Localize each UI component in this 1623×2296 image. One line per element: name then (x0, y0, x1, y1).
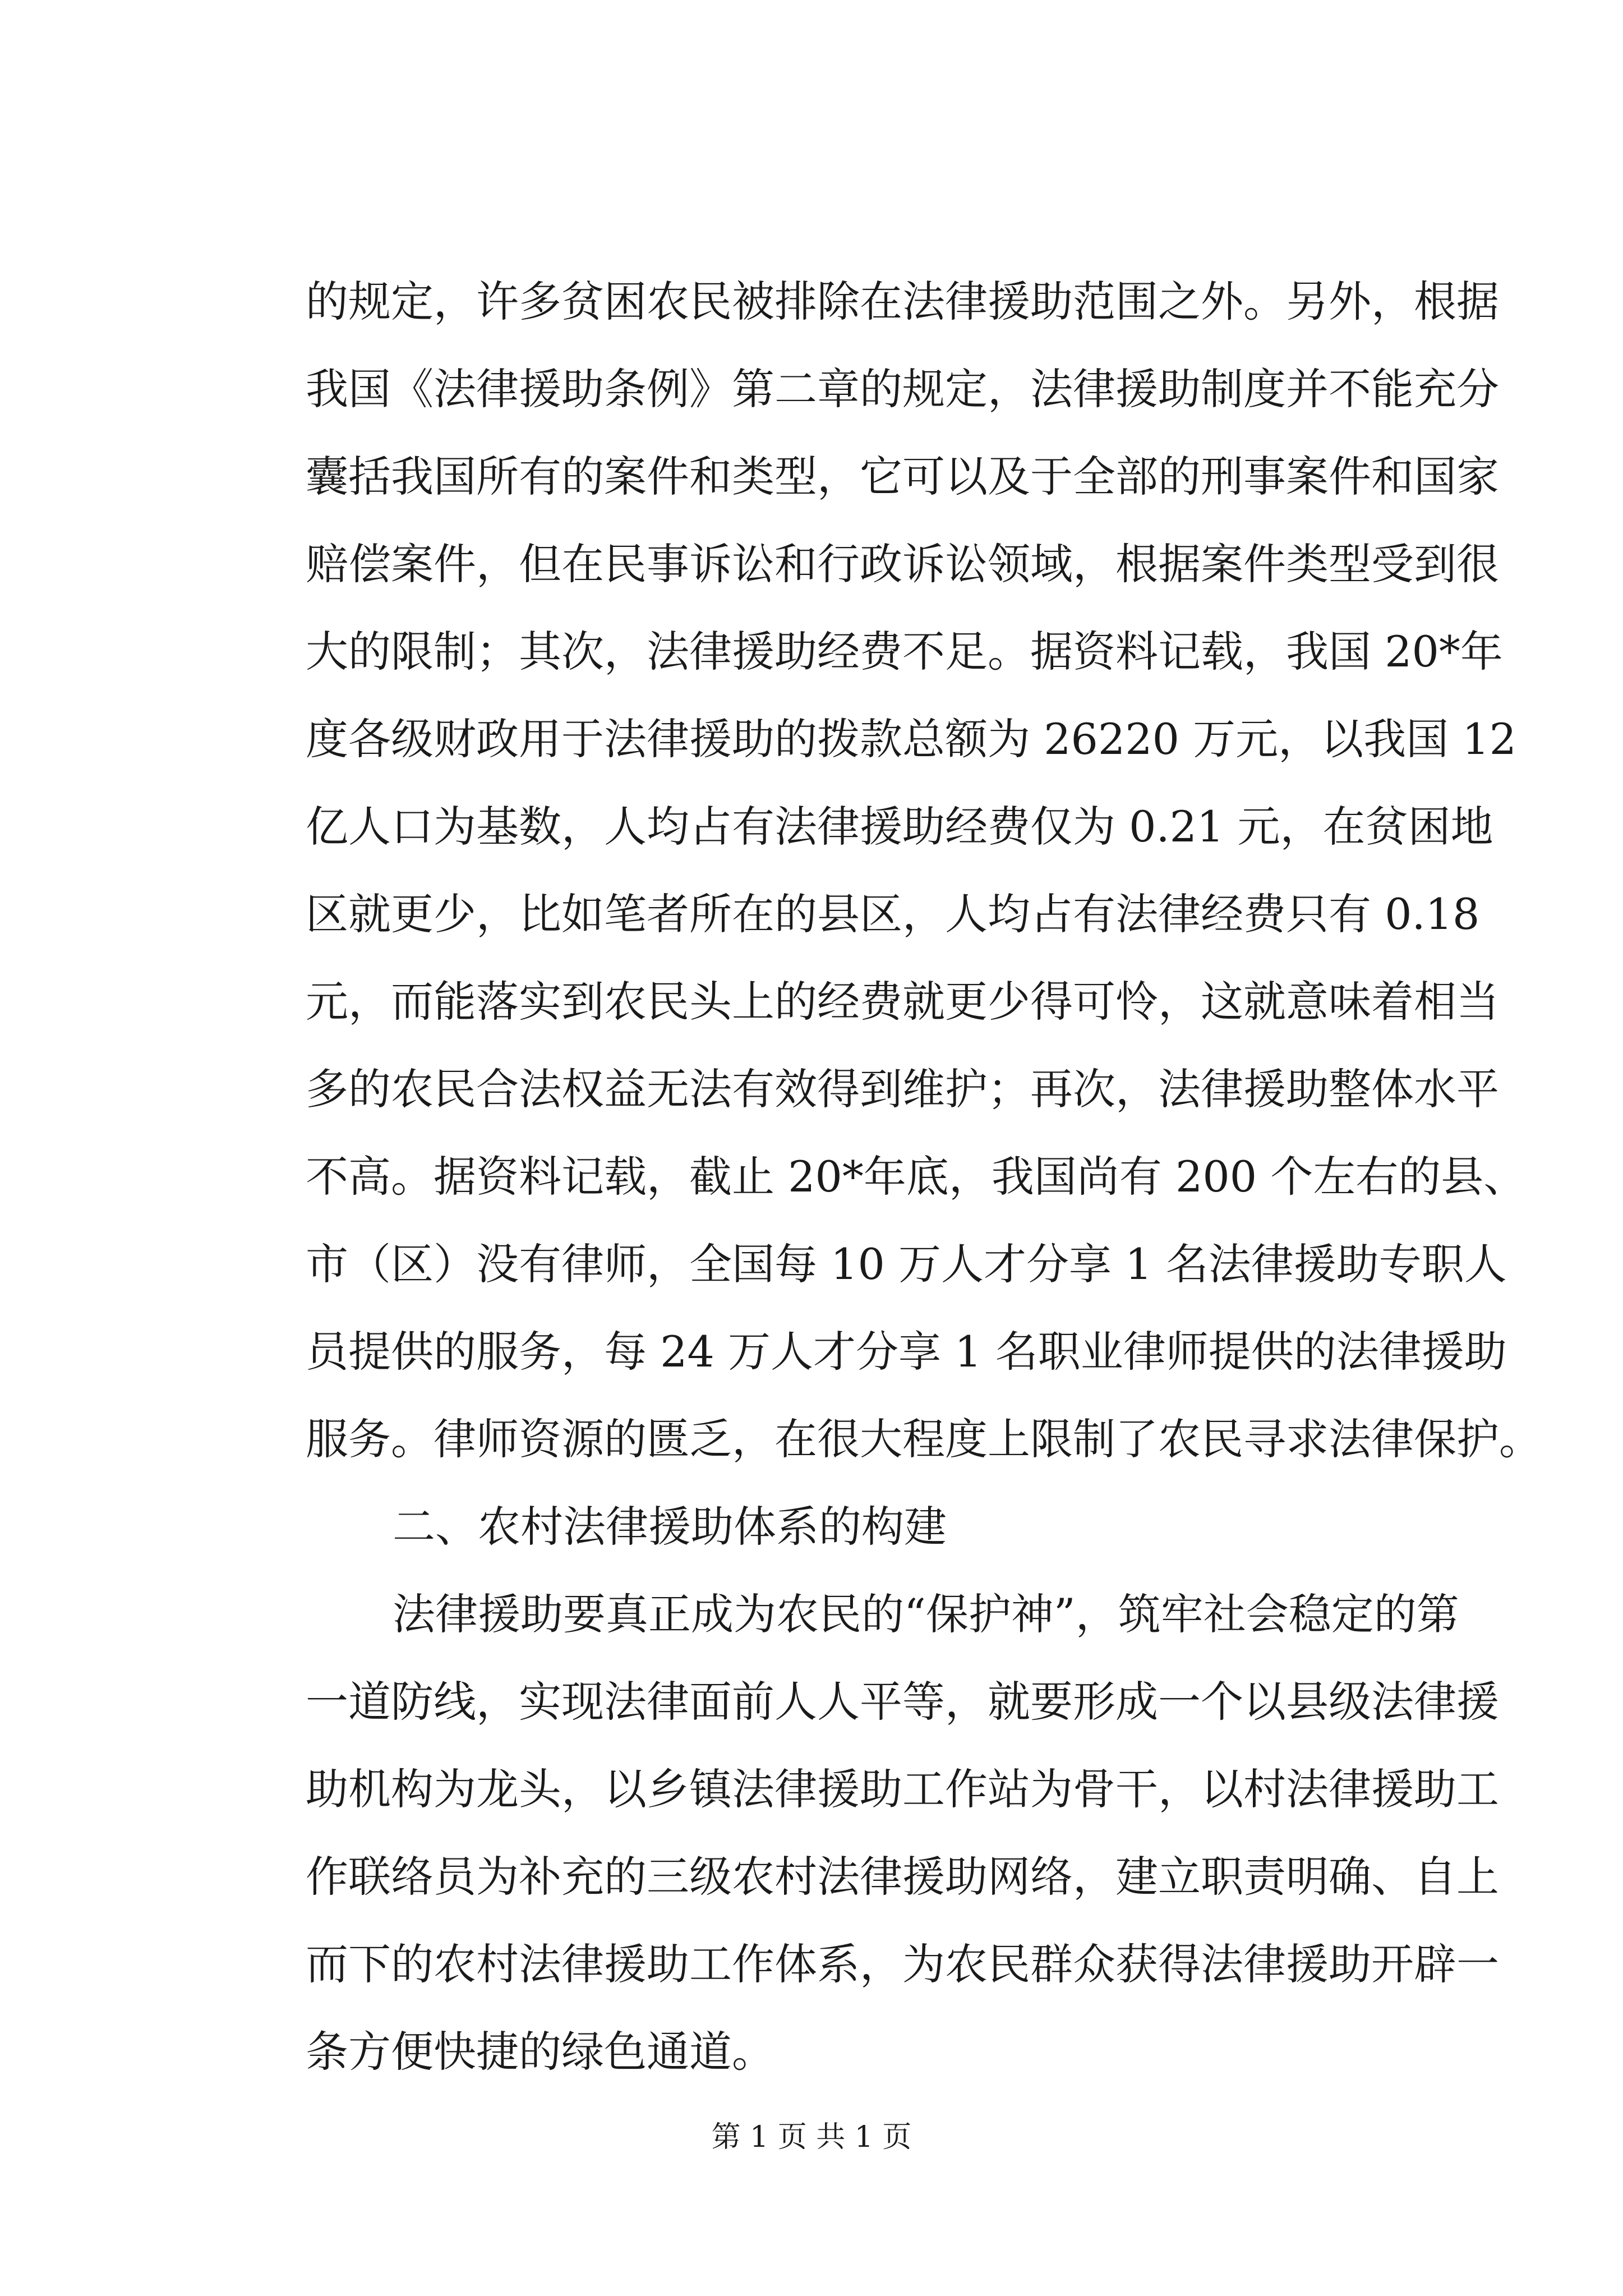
paragraph-line: 法律援助要真正成为农民的“保护神”，筑牢社会稳定的第 (393, 1589, 1459, 1639)
paragraph-line: 服务。律师资源的匮乏，在很大程度上限制了农民寻求法律保护。 (306, 1414, 1542, 1464)
paragraph-line: 赔偿案件，但在民事诉讼和行政诉讼领域，根据案件类型受到很 (306, 539, 1499, 589)
paragraph-line: 助机构为龙头，以乡镇法律援助工作站为骨干，以村法律援助工 (306, 1764, 1499, 1814)
paragraph-line: 员提供的服务，每 24 万人才分享 1 名职业律师提供的法律援助 (306, 1327, 1507, 1377)
paragraph-line: 作联络员为补充的三级农村法律援助网络，建立职责明确、自上 (306, 1852, 1499, 1902)
paragraph-line: 不高。据资料记载，截止 20*年底，我国尚有 200 个左右的县、 (306, 1152, 1527, 1202)
paragraph-line: 条方便快捷的绿色通道。 (306, 2027, 774, 2077)
paragraph-line: 元，而能落实到农民头上的经费就更少得可怜，这就意味着相当 (306, 977, 1499, 1027)
paragraph-line: 度各级财政用于法律援助的拨款总额为 26220 万元，以我国 12 (306, 714, 1516, 764)
paragraph-line: 市（区）没有律师，全国每 10 万人才分享 1 名法律援助专职人 (306, 1239, 1507, 1289)
paragraph-line: 亿人口为基数，人均占有法律援助经费仅为 0.21 元，在贫困地 (306, 802, 1493, 852)
paragraph-line: 的规定，许多贫困农民被排除在法律援助范围之外。另外，根据 (306, 277, 1499, 326)
paragraph-line: 我国《法律援助条例》第二章的规定，法律援助制度并不能充分 (306, 364, 1499, 414)
page-footer: 第 1 页 共 1 页 (711, 2120, 912, 2154)
paragraph-line: 而下的农村法律援助工作体系，为农民群众获得法律援助开辟一 (306, 1939, 1499, 1989)
paragraph-line: 大的限制；其次，法律援助经费不足。据资料记载，我国 20*年 (306, 627, 1503, 677)
paragraph-line: 区就更少，比如笔者所在的县区，人均占有法律经费只有 0.18 (306, 889, 1480, 939)
paragraph-line: 多的农民合法权益无法有效得到维护；再次，法律援助整体水平 (306, 1064, 1499, 1114)
body-text (306, 258, 1542, 2096)
paragraph-line: 囊括我国所有的案件和类型，它可以及于全部的刑事案件和国家 (306, 452, 1499, 501)
section-heading: 二、农村法律援助体系的构建 (393, 1502, 947, 1552)
paragraph-line: 一道防线，实现法律面前人人平等，就要形成一个以县级法律援 (306, 1677, 1499, 1727)
